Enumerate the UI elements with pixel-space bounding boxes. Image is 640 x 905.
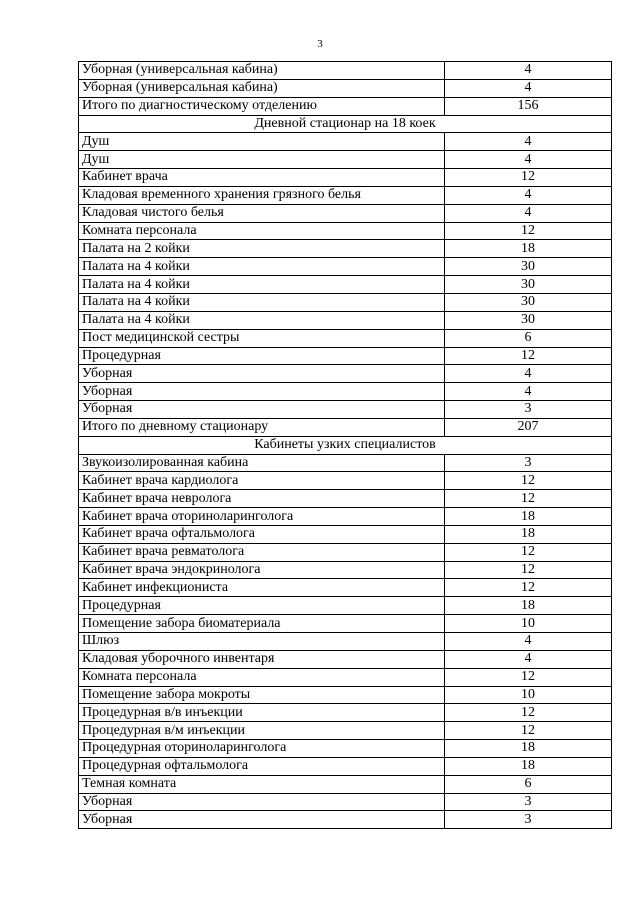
room-area-cell: 207 bbox=[445, 418, 612, 436]
room-area-cell: 4 bbox=[445, 204, 612, 222]
room-name-cell: Пост медицинской сестры bbox=[79, 329, 445, 347]
table-row bbox=[79, 293, 612, 311]
table-row bbox=[79, 79, 612, 97]
table-row bbox=[79, 650, 612, 668]
table-row bbox=[79, 186, 612, 204]
page-number: 3 bbox=[317, 38, 323, 50]
table-row bbox=[79, 543, 612, 561]
room-name-cell: Уборная (универсальная кабина) bbox=[79, 79, 445, 97]
room-name-cell: Процедурная в/в инъекции bbox=[79, 704, 445, 722]
table-row bbox=[79, 311, 612, 329]
room-name-cell: Кладовая временного хранения грязного белья bbox=[79, 186, 445, 204]
room-area-cell: 4 bbox=[445, 365, 612, 383]
table-row bbox=[79, 525, 612, 543]
room-name-cell: Кабинет инфекциониста bbox=[79, 579, 445, 597]
room-area-cell: 12 bbox=[445, 472, 612, 490]
room-name-cell: Палата на 4 койки bbox=[79, 258, 445, 276]
room-area-cell: 4 bbox=[445, 133, 612, 151]
room-name-cell: Кабинет врача невролога bbox=[79, 490, 445, 508]
room-name-cell: Кабинет врача кардиолога bbox=[79, 472, 445, 490]
table-row bbox=[79, 62, 612, 80]
room-area-cell: 4 bbox=[445, 383, 612, 401]
room-name-cell: Душ bbox=[79, 151, 445, 169]
table-row bbox=[79, 668, 612, 686]
room-area-cell: 12 bbox=[445, 490, 612, 508]
room-area-cell: 156 bbox=[445, 97, 612, 115]
rooms-table-body bbox=[79, 62, 612, 829]
room-name-cell: Уборная bbox=[79, 383, 445, 401]
table-row bbox=[79, 133, 612, 151]
table-row bbox=[79, 204, 612, 222]
room-area-cell: 18 bbox=[445, 525, 612, 543]
room-name-cell: Комната персонала bbox=[79, 668, 445, 686]
table-row bbox=[79, 347, 612, 365]
room-area-cell: 3 bbox=[445, 454, 612, 472]
room-name-cell: Кабинет врача офтальмолога bbox=[79, 525, 445, 543]
table-row bbox=[79, 597, 612, 615]
table-row bbox=[79, 418, 612, 436]
room-area-cell: 4 bbox=[445, 186, 612, 204]
room-area-cell: 18 bbox=[445, 757, 612, 775]
table-row bbox=[79, 704, 612, 722]
room-name-cell: Кабинет врача оториноларинголога bbox=[79, 508, 445, 526]
room-area-cell: 30 bbox=[445, 276, 612, 294]
section-header-row bbox=[79, 115, 612, 133]
room-area-cell: 12 bbox=[445, 543, 612, 561]
room-name-cell: Процедурная в/м инъекции bbox=[79, 722, 445, 740]
room-name-cell: Темная комната bbox=[79, 775, 445, 793]
room-area-cell: 12 bbox=[445, 722, 612, 740]
room-name-cell: Уборная (универсальная кабина) bbox=[79, 62, 445, 80]
room-area-cell: 18 bbox=[445, 740, 612, 758]
room-name-cell: Кладовая уборочного инвентаря bbox=[79, 650, 445, 668]
room-name-cell: Палата на 2 койки bbox=[79, 240, 445, 258]
table-row bbox=[79, 757, 612, 775]
rooms-table bbox=[78, 61, 612, 829]
table-row bbox=[79, 240, 612, 258]
room-name-cell: Звукоизолированная кабина bbox=[79, 454, 445, 472]
room-area-cell: 12 bbox=[445, 169, 612, 187]
room-area-cell: 18 bbox=[445, 240, 612, 258]
room-area-cell: 4 bbox=[445, 62, 612, 80]
room-area-cell: 18 bbox=[445, 508, 612, 526]
room-name-cell: Кабинет врача bbox=[79, 169, 445, 187]
room-name-cell: Процедурная офтальмолога bbox=[79, 757, 445, 775]
table-row bbox=[79, 740, 612, 758]
table-row bbox=[79, 722, 612, 740]
room-area-cell: 12 bbox=[445, 704, 612, 722]
room-name-cell: Помещение забора мокроты bbox=[79, 686, 445, 704]
table-row bbox=[79, 579, 612, 597]
room-name-cell: Уборная bbox=[79, 401, 445, 419]
room-name-cell: Помещение забора биоматериала bbox=[79, 615, 445, 633]
room-area-cell: 6 bbox=[445, 329, 612, 347]
table-row bbox=[79, 258, 612, 276]
room-area-cell: 4 bbox=[445, 79, 612, 97]
room-name-cell: Душ bbox=[79, 133, 445, 151]
room-name-cell: Уборная bbox=[79, 793, 445, 811]
room-name-cell: Кабинет врача ревматолога bbox=[79, 543, 445, 561]
section-title: Кабинеты узких специалистов bbox=[79, 436, 612, 454]
room-area-cell: 12 bbox=[445, 222, 612, 240]
room-name-cell: Шлюз bbox=[79, 633, 445, 651]
room-name-cell: Палата на 4 койки bbox=[79, 293, 445, 311]
room-area-cell: 3 bbox=[445, 811, 612, 829]
table-row bbox=[79, 454, 612, 472]
room-name-cell: Процедурная bbox=[79, 597, 445, 615]
table-row bbox=[79, 365, 612, 383]
room-area-cell: 10 bbox=[445, 615, 612, 633]
section-title: Дневной стационар на 18 коек bbox=[79, 115, 612, 133]
table-row bbox=[79, 222, 612, 240]
room-area-cell: 12 bbox=[445, 347, 612, 365]
room-area-cell: 30 bbox=[445, 293, 612, 311]
room-name-cell: Уборная bbox=[79, 811, 445, 829]
table-row bbox=[79, 490, 612, 508]
table-row bbox=[79, 775, 612, 793]
room-name-cell: Итого по диагностическому отделению bbox=[79, 97, 445, 115]
table-row bbox=[79, 686, 612, 704]
table-row bbox=[79, 97, 612, 115]
table-row bbox=[79, 472, 612, 490]
table-row bbox=[79, 401, 612, 419]
table-row bbox=[79, 561, 612, 579]
room-name-cell: Процедурная оториноларинголога bbox=[79, 740, 445, 758]
table-row bbox=[79, 793, 612, 811]
section-header-row bbox=[79, 436, 612, 454]
room-name-cell: Итого по дневному стационару bbox=[79, 418, 445, 436]
room-area-cell: 12 bbox=[445, 668, 612, 686]
room-area-cell: 30 bbox=[445, 311, 612, 329]
room-area-cell: 3 bbox=[445, 401, 612, 419]
table-row bbox=[79, 811, 612, 829]
table-row bbox=[79, 508, 612, 526]
room-area-cell: 18 bbox=[445, 597, 612, 615]
room-area-cell: 4 bbox=[445, 650, 612, 668]
table-row bbox=[79, 169, 612, 187]
room-area-cell: 4 bbox=[445, 633, 612, 651]
room-area-cell: 4 bbox=[445, 151, 612, 169]
room-area-cell: 30 bbox=[445, 258, 612, 276]
room-name-cell: Кабинет врача эндокринолога bbox=[79, 561, 445, 579]
table-row bbox=[79, 633, 612, 651]
room-area-cell: 3 bbox=[445, 793, 612, 811]
room-area-cell: 6 bbox=[445, 775, 612, 793]
table-row bbox=[79, 151, 612, 169]
room-name-cell: Кладовая чистого белья bbox=[79, 204, 445, 222]
table-row bbox=[79, 329, 612, 347]
room-area-cell: 12 bbox=[445, 579, 612, 597]
table-row bbox=[79, 276, 612, 294]
room-name-cell: Уборная bbox=[79, 365, 445, 383]
room-name-cell: Комната персонала bbox=[79, 222, 445, 240]
room-name-cell: Процедурная bbox=[79, 347, 445, 365]
table-row bbox=[79, 615, 612, 633]
room-name-cell: Палата на 4 койки bbox=[79, 311, 445, 329]
room-area-cell: 12 bbox=[445, 561, 612, 579]
table-row bbox=[79, 383, 612, 401]
room-name-cell: Палата на 4 койки bbox=[79, 276, 445, 294]
room-area-cell: 10 bbox=[445, 686, 612, 704]
